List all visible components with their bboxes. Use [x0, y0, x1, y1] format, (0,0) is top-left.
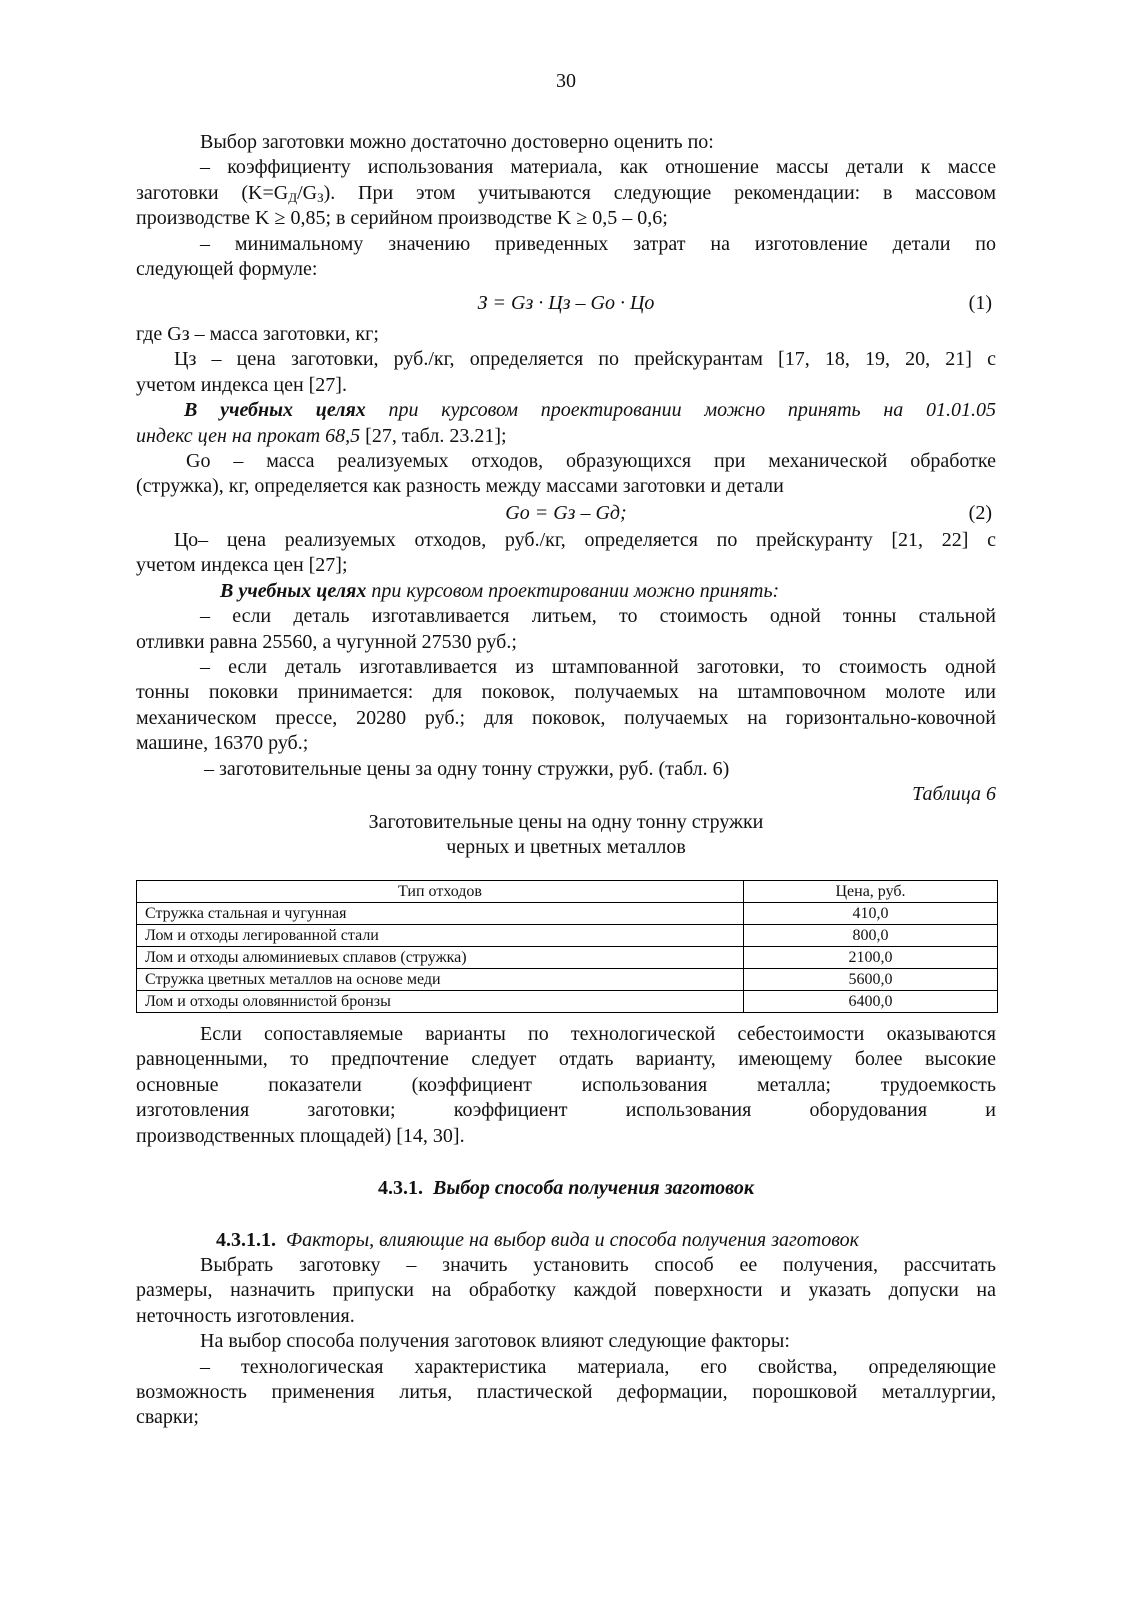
table-header-row — [137, 881, 998, 903]
section-title: Выбор способа получения заготовок — [433, 1177, 754, 1199]
intro-line: заготовки $(K=G_Д/G_З)$. При этом учитываются следующие рекомендации: в массовом — [136, 181, 996, 205]
formula-2-text: Gо = Gз – Gд; — [505, 502, 627, 524]
intro-line: – коэффициенту использования материала, как отношение массы детали к массе — [200, 156, 996, 179]
table-cell: 2100,0 — [744, 947, 998, 969]
bullet-line: – если деталь изготавливается литьем, то стоимость одной тонны стальной — [200, 605, 996, 628]
intro-paragraph: Выбор заготовки можно достаточно достоверно оценить по: — [200, 131, 714, 153]
page-number: 30 — [556, 70, 576, 92]
conclusion-line: равноценными, то предпочтение следует отдать варианту, имеющему более высокие — [136, 1048, 996, 1071]
conclusion-line: Если сопоставляемые варианты по технологической себестоимости оказываются — [200, 1023, 996, 1045]
definitions-block-2 — [136, 528, 996, 807]
formula-1-text: З = Gз · Цз – Gо · Цо — [477, 292, 655, 314]
bullet-line: машине, 16370 руб.; — [136, 732, 309, 755]
body-line: сварки; — [136, 1406, 199, 1429]
table-cell: 6400,0 — [744, 991, 998, 1013]
table-cell: 5600,0 — [744, 969, 998, 991]
bullet-line: отливки равна 25560, а чугунной 27530 руб.; — [136, 630, 517, 653]
definition-line: (стружка), кг, определяется как разность между массами заготовки и детали — [136, 475, 784, 498]
conclusion-line: изготовления заготовки; коэффициент использования оборудования и — [136, 1099, 996, 1122]
body-line: Выбрать заготовку – значить установить способ ее получения, рассчитать — [200, 1254, 996, 1276]
table-cell: 410,0 — [744, 903, 998, 925]
table-row — [137, 903, 998, 925]
table-cell: 800,0 — [744, 925, 998, 947]
table-row — [137, 925, 998, 947]
definition-line: Gо – масса реализуемых отходов, образующихся при механической обработке — [186, 450, 996, 473]
formula-2 — [136, 502, 996, 528]
note-line: В учебных целях при курсовом проектировании можно принять: — [220, 579, 780, 602]
definition-line: учетом индекса цен [27]; — [136, 554, 348, 577]
table-cell: Лом и отходы легированной стали — [137, 925, 744, 947]
bullet-line: механическом прессе, 20280 руб.; для поковок, получаемых на горизонтально-ковочной — [136, 706, 996, 729]
subsection-number: 4.3.1.1. — [216, 1229, 276, 1251]
bullet-line: – заготовительные цены за одну тонну стружки, руб. (табл. 6) — [204, 757, 730, 780]
note-line: индекс цен на прокат 68,5 [27, табл. 23.21]; — [136, 424, 507, 447]
table-caption-line: Заготовительные цены на одну тонну стружки — [368, 811, 764, 833]
table-cell: Лом и отходы алюминиевых сплавов (стружка) — [137, 947, 744, 969]
formula-2-number: (2) — [968, 502, 992, 524]
definition-line: Цз – цена заготовки, руб./кг, определяется по прейскурантам [17, 18, 19, 20, 21] с — [174, 348, 996, 371]
intro-block — [136, 130, 996, 282]
table-cell: Стружка цветных металлов на основе меди — [137, 969, 744, 991]
definition-line: Цо– цена реализуемых отходов, руб./кг, определяется по прейскуранту [21, 22] с — [174, 529, 996, 551]
subsection-heading — [136, 1228, 996, 1253]
table-cell: Стружка стальная и чугунная — [137, 903, 744, 925]
formula-1 — [136, 292, 996, 318]
body-line: На выбор способа получения заготовок влияют следующие факторы: — [200, 1330, 790, 1353]
table-header-cell: Цена, руб. — [744, 881, 998, 903]
body-line: неточность изготовления. — [136, 1304, 355, 1327]
table-caption — [136, 810, 996, 861]
table-row — [137, 969, 998, 991]
table-row — [137, 947, 998, 969]
definition-line: где Gз – масса заготовки, кг; — [136, 323, 379, 345]
conclusion-line: основные показатели (коэффициент использования металла; трудоемкость — [136, 1073, 996, 1096]
table-label: Таблица 6 — [912, 783, 996, 806]
body-line: – технологическая характеристика материала, его свойства, определяющие — [200, 1355, 996, 1378]
bullet-line: тонны поковки принимается: для поковок, получаемых на штамповочном молоте или — [136, 681, 996, 704]
table-caption-line: черных и цветных металлов — [446, 836, 686, 859]
table-row — [137, 991, 998, 1013]
table-header-cell: Тип отходов — [137, 881, 744, 903]
intro-line: следующей формуле: — [136, 258, 318, 281]
intro-line: производстве K ≥ 0,85; в серийном производстве K ≥ 0,5 – 0,6; — [136, 207, 668, 230]
section-number: 4.3.1. — [378, 1177, 423, 1199]
section-heading — [136, 1176, 996, 1201]
scrap-price-table — [136, 880, 998, 1013]
table-cell: Лом и отходы оловяннистой бронзы — [137, 991, 744, 1013]
definition-line: учетом индекса цен [27]. — [136, 373, 347, 396]
body-block — [136, 1253, 996, 1431]
intro-line: – минимальному значению приведенных затрат на изготовление детали по — [200, 232, 996, 255]
definitions-block — [136, 322, 996, 500]
body-line: размеры, назначить припуски на обработку каждой поверхности и указать допуски на — [136, 1279, 996, 1302]
note-line: В учебных целях при курсовом проектировании можно принять на 01.01.05 — [184, 399, 997, 422]
body-line: возможность применения литья, пластической деформации, порошковой металлургии, — [136, 1381, 996, 1404]
bullet-line: – если деталь изготавливается из штампованной заготовки, то стоимость одной — [200, 656, 996, 679]
subsection-title: Факторы, влияющие на выбор вида и способа получения заготовок — [286, 1229, 860, 1251]
conclusion-paragraph — [136, 1022, 996, 1149]
formula-1-number: (1) — [968, 292, 992, 314]
conclusion-line: производственных площадей) [14, 30]. — [136, 1124, 465, 1147]
